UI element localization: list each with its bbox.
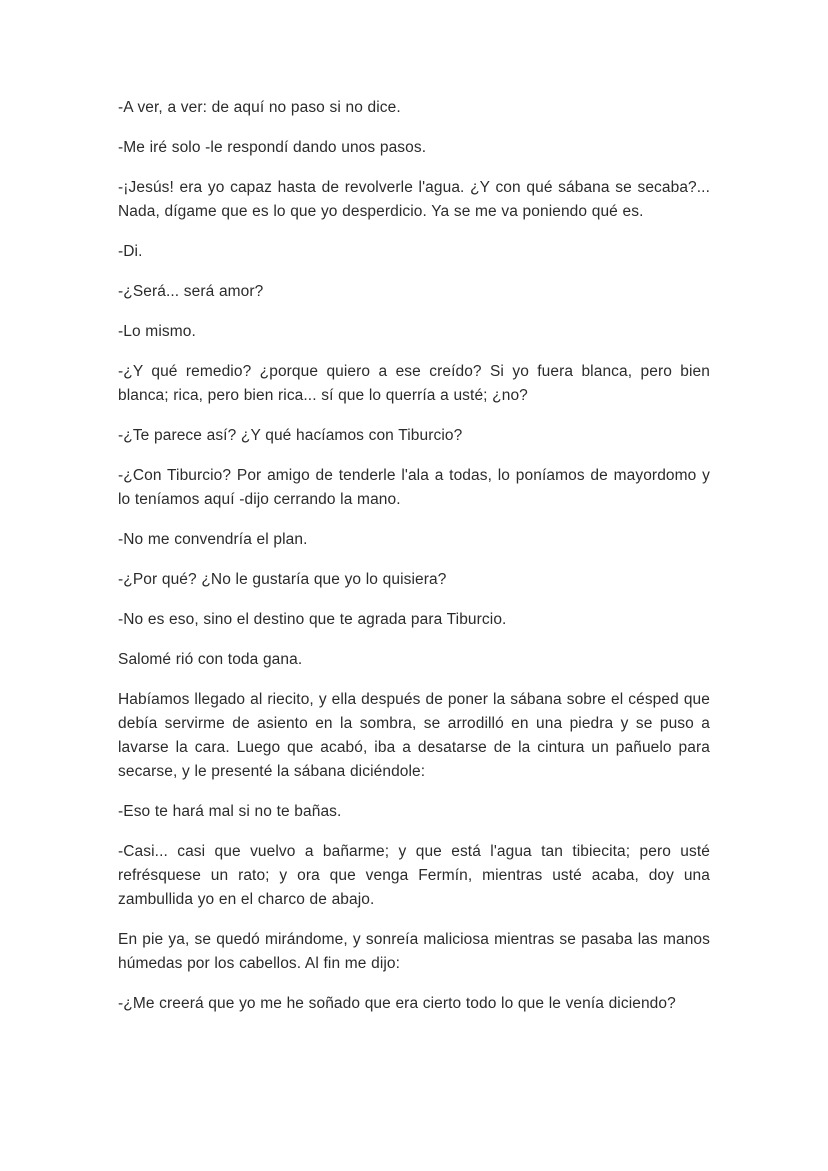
paragraph: -¿Me creerá que yo me he soñado que era cierto todo lo que le venía diciendo? — [118, 995, 676, 1012]
paragraph: -Casi... casi que vuelvo a bañarme; y que está l'agua tan tibiecita; pero usté refrésquese un rato; y ora que venga Fermín, mientras usté acaba, doy una zambullida yo en el charco de abajo. — [118, 843, 710, 908]
paragraph: -Me iré solo -le respondí dando unos pasos. — [118, 139, 427, 156]
paragraph: Salomé rió con toda gana. — [118, 651, 303, 668]
document-text-column — [118, 96, 710, 1016]
paragraph: -A ver, a ver: de aquí no paso si no dice. — [118, 99, 401, 116]
paragraph: -¿Con Tiburcio? Por amigo de tenderle l'ala a todas, lo poníamos de mayordomo y lo teníamos aquí -dijo cerrando la mano. — [118, 467, 710, 508]
paragraph: -¡Jesús! era yo capaz hasta de revolverle l'agua. ¿Y con qué sábana se secaba?... Nada, dígame que es lo que yo desperdicio. Ya se me va poniendo qué es. — [118, 179, 710, 220]
paragraph: -Eso te hará mal si no te bañas. — [118, 803, 342, 820]
paragraph: -¿Será... será amor? — [118, 283, 264, 300]
paragraph: -No me convendría el plan. — [118, 531, 308, 548]
paragraph: -No es eso, sino el destino que te agrada para Tiburcio. — [118, 611, 507, 628]
paragraph: -¿Por qué? ¿No le gustaría que yo lo quisiera? — [118, 571, 447, 588]
paragraph: -Di. — [118, 243, 143, 260]
paragraph: -¿Te parece así? ¿Y qué hacíamos con Tiburcio? — [118, 427, 463, 444]
paragraph: -¿Y qué remedio? ¿porque quiero a ese creído? Si yo fuera blanca, pero bien blanca; rica, pero bien rica... sí que lo querría a usté; ¿no? — [118, 363, 710, 404]
paragraph: Habíamos llegado al riecito, y ella después de poner la sábana sobre el césped que debía servirme de asiento en la sombra, se arrodilló en una piedra y se puso a lavarse la cara. Luego que acabó, iba a desatarse de la cintura un pañuelo para secarse, y le presenté la sábana diciéndole: — [118, 691, 710, 780]
paragraph: -Lo mismo. — [118, 323, 196, 340]
paragraph: En pie ya, se quedó mirándome, y sonreía maliciosa mientras se pasaba las manos húmedas por los cabellos. Al fin me dijo: — [118, 931, 710, 972]
